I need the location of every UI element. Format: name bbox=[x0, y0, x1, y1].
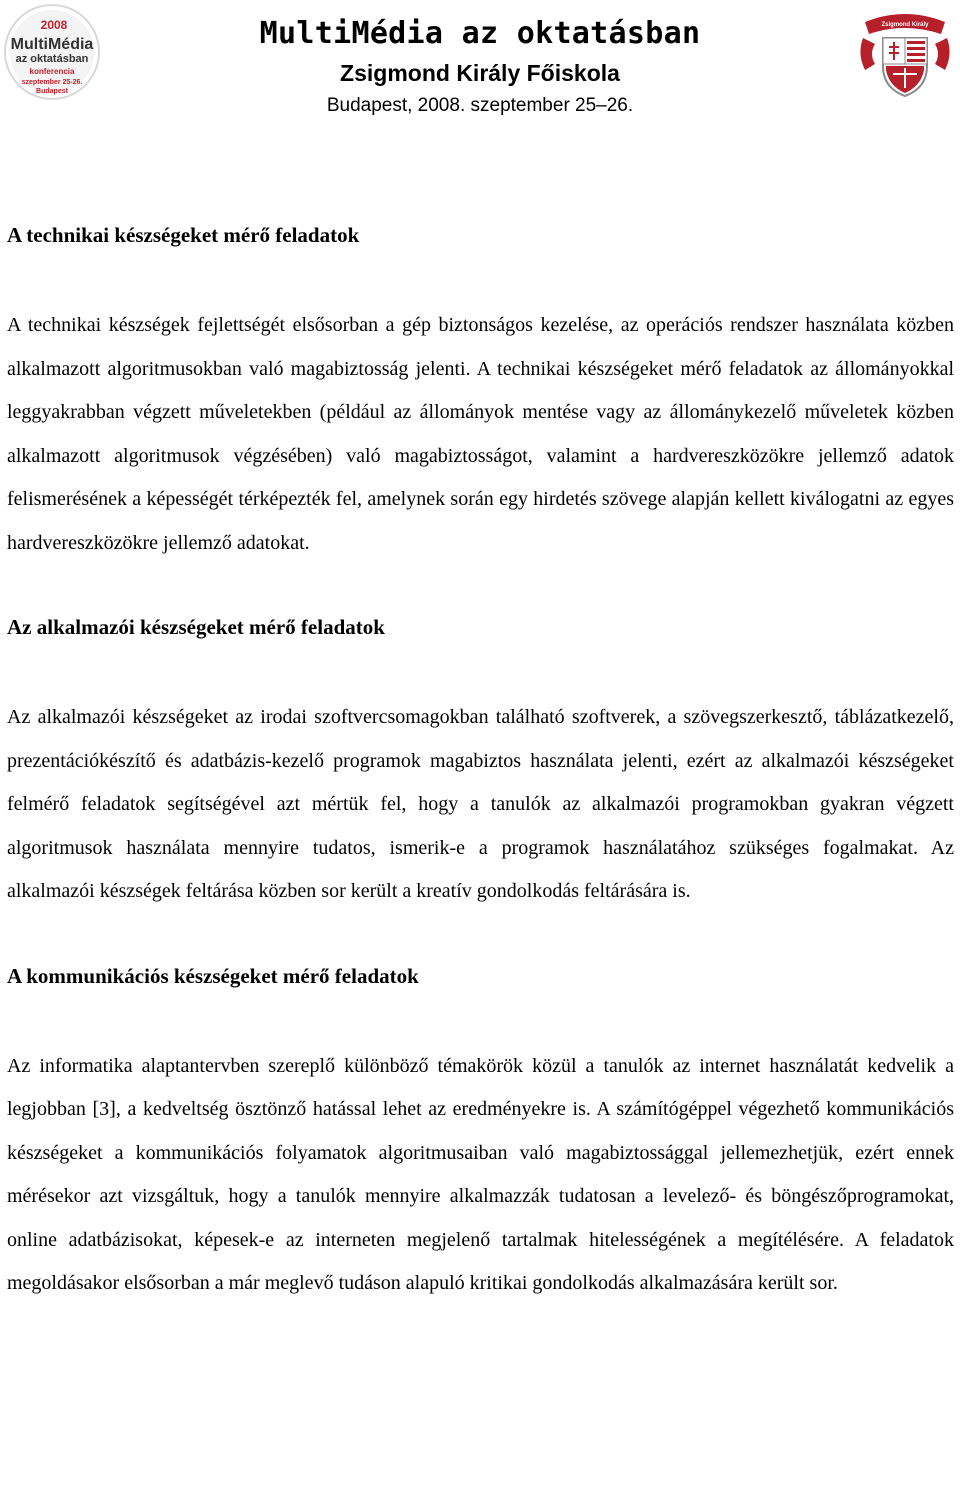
document-body bbox=[7, 213, 954, 1306]
header-text bbox=[110, 14, 850, 121]
logo-line5: Budapest bbox=[36, 88, 68, 95]
conference-logo bbox=[2, 2, 106, 102]
section-heading: A technikai készségeket mérő feladatok bbox=[7, 223, 360, 247]
section-paragraph: Az informatika alaptantervben szereplő különböző témakörök közül a tanulók az internet használatát kedvelik a legjobban [3], a kedveltség ösztönző hatással lehet az eredményekre is. A számítógéppel végezhető kommunikációs készségeket a kommunikációs folyamatok algoritmusaiban való magabiztossággal jellemezhetjük, ezért ennek mérésekor azt vizsgáltuk, hogy a tanulók mennyire alkalmazzák tudatosan a levelező- és böngészőprogramokat, online adatbázisokat, képesek-e az interneten megjelenő tartalmak hitelességének a megítélésére. A feladatok megoldásakor elsősorban a már meglevő tudáson alapuló kritikai gondolkodás alkalmazására került sor. bbox=[7, 1054, 954, 1294]
conference-title: MultiMédia az oktatásban bbox=[259, 16, 701, 51]
section-application-skills bbox=[7, 605, 954, 914]
logo-line3: konferencia bbox=[29, 67, 75, 76]
logo-year: 2008 bbox=[40, 18, 68, 32]
page-header bbox=[0, 0, 960, 140]
logo-name-line2: az oktatásban bbox=[15, 53, 89, 65]
conference-date: Budapest, 2008. szeptember 25–26. bbox=[326, 95, 634, 116]
section-technical-skills bbox=[7, 213, 954, 565]
logo-name-line1: MultiMédia bbox=[10, 36, 94, 53]
section-heading: Az alkalmazói készségeket mérő feladatok bbox=[7, 615, 385, 639]
section-paragraph: Az alkalmazói készségeket az irodai szoftvercsomagokban található szoftverek, a szövegszerkesztő, táblázatkezelő, prezentációkészítő és adatbázis-kezelő programok magabiztos használata jelenti, ezért az alkalmazói készségeket felmérő feladatok segítségével azt mértük fel, hogy a tanulók az alkalmazói programokban gyakran végzett algoritmusok használata mennyire tudatos, ismerik-e a programok használatához szükséges fogalmakat. Az alkalmazói készségek feltárása közben sor került a kreatív gondolkodás feltárására is. bbox=[7, 706, 954, 902]
school-crest-logo bbox=[855, 4, 955, 104]
section-heading: A kommunikációs készségeket mérő feladatok bbox=[7, 963, 419, 988]
section-communication-skills bbox=[7, 954, 954, 1306]
crest-text-line1: Zsigmond Király bbox=[881, 22, 929, 28]
section-paragraph: A technikai készségek fejlettségét elsősorban a gép biztonságos kezelése, az operációs rendszer használata közben alkalmazott algoritmusokban való magabiztosság jelenti. A technikai készségeket mérő feladatok az állományokkal leggyakrabban végzett műveletekben (például az állományok mentése vagy az állománykezelő műveletek közben alkalmazott algoritmusok végzésében) való magabiztosságot, valamint a hardvereszközökre jellemző adatok felismerésének a képességét térképezték fel, amelynek során egy hirdetés szövege alapján kellett kiválogatni az egyes hardvereszközökre jellemző adatokat. bbox=[7, 314, 954, 554]
crest-text-line2: Főiskola bbox=[892, 29, 918, 35]
logo-line4: szeptember 25-26. bbox=[21, 79, 83, 86]
school-name: Zsigmond Király Főiskola bbox=[340, 60, 620, 86]
